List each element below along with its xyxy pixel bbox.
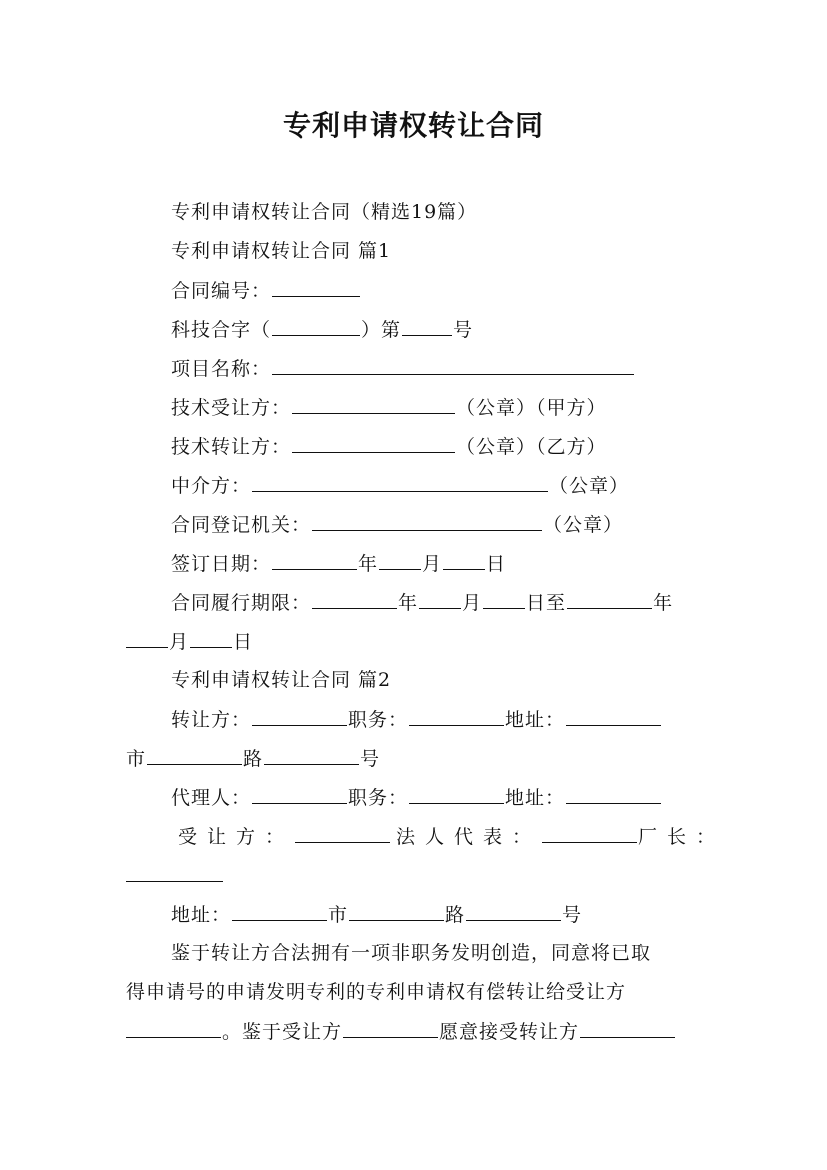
city-label-1: 市: [126, 748, 147, 770]
transferee-blank[interactable]: [292, 395, 455, 414]
agent-line: [171, 785, 662, 810]
body-paragraph-line-3: [126, 1019, 676, 1044]
transferee-info-line: [178, 824, 725, 849]
transferor-position-label: 职务：: [348, 709, 409, 731]
transferor-label: 技术转让方：: [171, 436, 292, 458]
transferor-info-line: [171, 707, 662, 732]
factory-director-label: 厂长：: [638, 826, 726, 848]
transferor-address-line: [126, 746, 380, 771]
tech-contract-line: [171, 317, 473, 342]
transferee-seal: （公章）（甲方）: [456, 397, 607, 419]
document-title: 专利申请权转让合同: [282, 109, 544, 142]
term-month-blank[interactable]: [419, 590, 461, 609]
term-line-cont: [126, 629, 253, 654]
city-label-2: 市: [328, 904, 349, 926]
road-blank-1[interactable]: [264, 746, 359, 765]
transferor-line: [171, 434, 607, 459]
agent-label: 代理人：: [171, 787, 252, 809]
sign-date-line: [171, 551, 506, 576]
body-text-3b: 愿意接受转让方: [439, 1021, 580, 1043]
city-blank-1[interactable]: [147, 746, 242, 765]
tech-contract-prefix: 科技合字（: [171, 319, 272, 341]
contract-number-blank[interactable]: [272, 278, 360, 297]
term-day-to: 日至: [526, 592, 567, 614]
intermediary-label: 中介方：: [171, 475, 252, 497]
registration-label: 合同登记机关：: [171, 514, 312, 536]
transferor-position-blank[interactable]: [409, 707, 504, 726]
factory-director-line: [126, 863, 224, 888]
intermediary-line: [171, 473, 629, 498]
sign-year-blank[interactable]: [272, 551, 357, 570]
agent-position-label: 职务：: [348, 787, 409, 809]
transferor-blank[interactable]: [292, 434, 455, 453]
term-year2-blank[interactable]: [567, 590, 652, 609]
tech-contract-suffix: 号: [453, 319, 474, 341]
section-heading-2: [171, 668, 391, 692]
legal-rep-label: 法人代表：: [396, 826, 542, 848]
transferee-label: 技术受让方：: [171, 397, 292, 419]
body-blank-1[interactable]: [126, 1019, 221, 1038]
factory-director-blank[interactable]: [126, 863, 223, 882]
term-day-blank[interactable]: [483, 590, 525, 609]
sign-day-unit: 日: [486, 553, 507, 575]
transferee-line: [171, 395, 607, 420]
body-blank-3[interactable]: [580, 1019, 675, 1038]
road-label-1: 路: [243, 748, 264, 770]
city-blank-2[interactable]: [349, 902, 444, 921]
term-month-unit: 月: [462, 592, 483, 614]
project-name-blank[interactable]: [272, 356, 634, 375]
term-month2-blank[interactable]: [126, 629, 168, 648]
registration-seal: （公章）: [543, 514, 624, 536]
term-year2-unit: 年: [653, 592, 674, 614]
transferor-address-label: 地址：: [505, 709, 566, 731]
body-text-2: 得申请号的申请发明专利的专利申请权有偿转让给受让方: [126, 981, 627, 1003]
registration-blank[interactable]: [312, 512, 542, 531]
address-label-2: 地址：: [171, 904, 232, 926]
legal-rep-blank[interactable]: [542, 824, 637, 843]
transferor-seal: （公章）（乙方）: [456, 436, 607, 458]
term-line: [171, 590, 673, 615]
subtitle-line: [171, 200, 477, 224]
body-paragraph-line-1: [171, 941, 651, 965]
agent-address-label: 地址：: [505, 787, 566, 809]
term-day2-blank[interactable]: [190, 629, 232, 648]
tech-contract-blank-1[interactable]: [272, 317, 360, 336]
body-text-3a: 。鉴于受让方: [222, 1021, 343, 1043]
transferee-info-label: 受让方：: [178, 826, 295, 848]
term-year-blank[interactable]: [312, 590, 397, 609]
intermediary-blank[interactable]: [252, 473, 548, 492]
sign-day-blank[interactable]: [443, 551, 485, 570]
tech-contract-blank-2[interactable]: [402, 317, 452, 336]
contract-number-line: [171, 278, 361, 303]
body-text-1: 鉴于转让方合法拥有一项非职务发明创造，同意将已取: [171, 942, 652, 964]
transferor-name-blank[interactable]: [252, 707, 347, 726]
intermediary-seal: （公章）: [549, 475, 630, 497]
agent-name-blank[interactable]: [252, 785, 347, 804]
number-label-1: 号: [360, 748, 381, 770]
subtitle-text: 专利申请权转让合同（精选19篇）: [171, 201, 478, 223]
transferor-info-label: 转让方：: [171, 709, 252, 731]
transferee-name-blank[interactable]: [295, 824, 390, 843]
road-blank-2[interactable]: [466, 902, 561, 921]
term-year-unit: 年: [398, 592, 419, 614]
section-heading-1-text: 专利申请权转让合同 篇1: [171, 240, 392, 262]
registration-line: [171, 512, 623, 537]
section-heading-1: [171, 239, 391, 263]
term-label: 合同履行期限：: [171, 592, 312, 614]
transferor-address-blank[interactable]: [566, 707, 661, 726]
term-day2-unit: 日: [233, 631, 254, 653]
body-paragraph-line-2: [126, 980, 626, 1004]
transferee-address-line: [171, 902, 582, 927]
term-month2-unit: 月: [169, 631, 190, 653]
tech-contract-mid: ）第: [361, 319, 402, 341]
contract-number-label: 合同编号：: [171, 280, 272, 302]
sign-month-unit: 月: [422, 553, 443, 575]
agent-address-blank[interactable]: [566, 785, 661, 804]
sign-year-unit: 年: [358, 553, 379, 575]
address-blank-2[interactable]: [232, 902, 327, 921]
body-blank-2[interactable]: [343, 1019, 438, 1038]
number-label-2: 号: [562, 904, 583, 926]
road-label-2: 路: [445, 904, 466, 926]
sign-date-label: 签订日期：: [171, 553, 272, 575]
sign-month-blank[interactable]: [379, 551, 421, 570]
section-heading-2-text: 专利申请权转让合同 篇2: [171, 669, 392, 691]
project-name-line: [171, 356, 635, 381]
agent-position-blank[interactable]: [409, 785, 504, 804]
project-name-label: 项目名称：: [171, 358, 272, 380]
